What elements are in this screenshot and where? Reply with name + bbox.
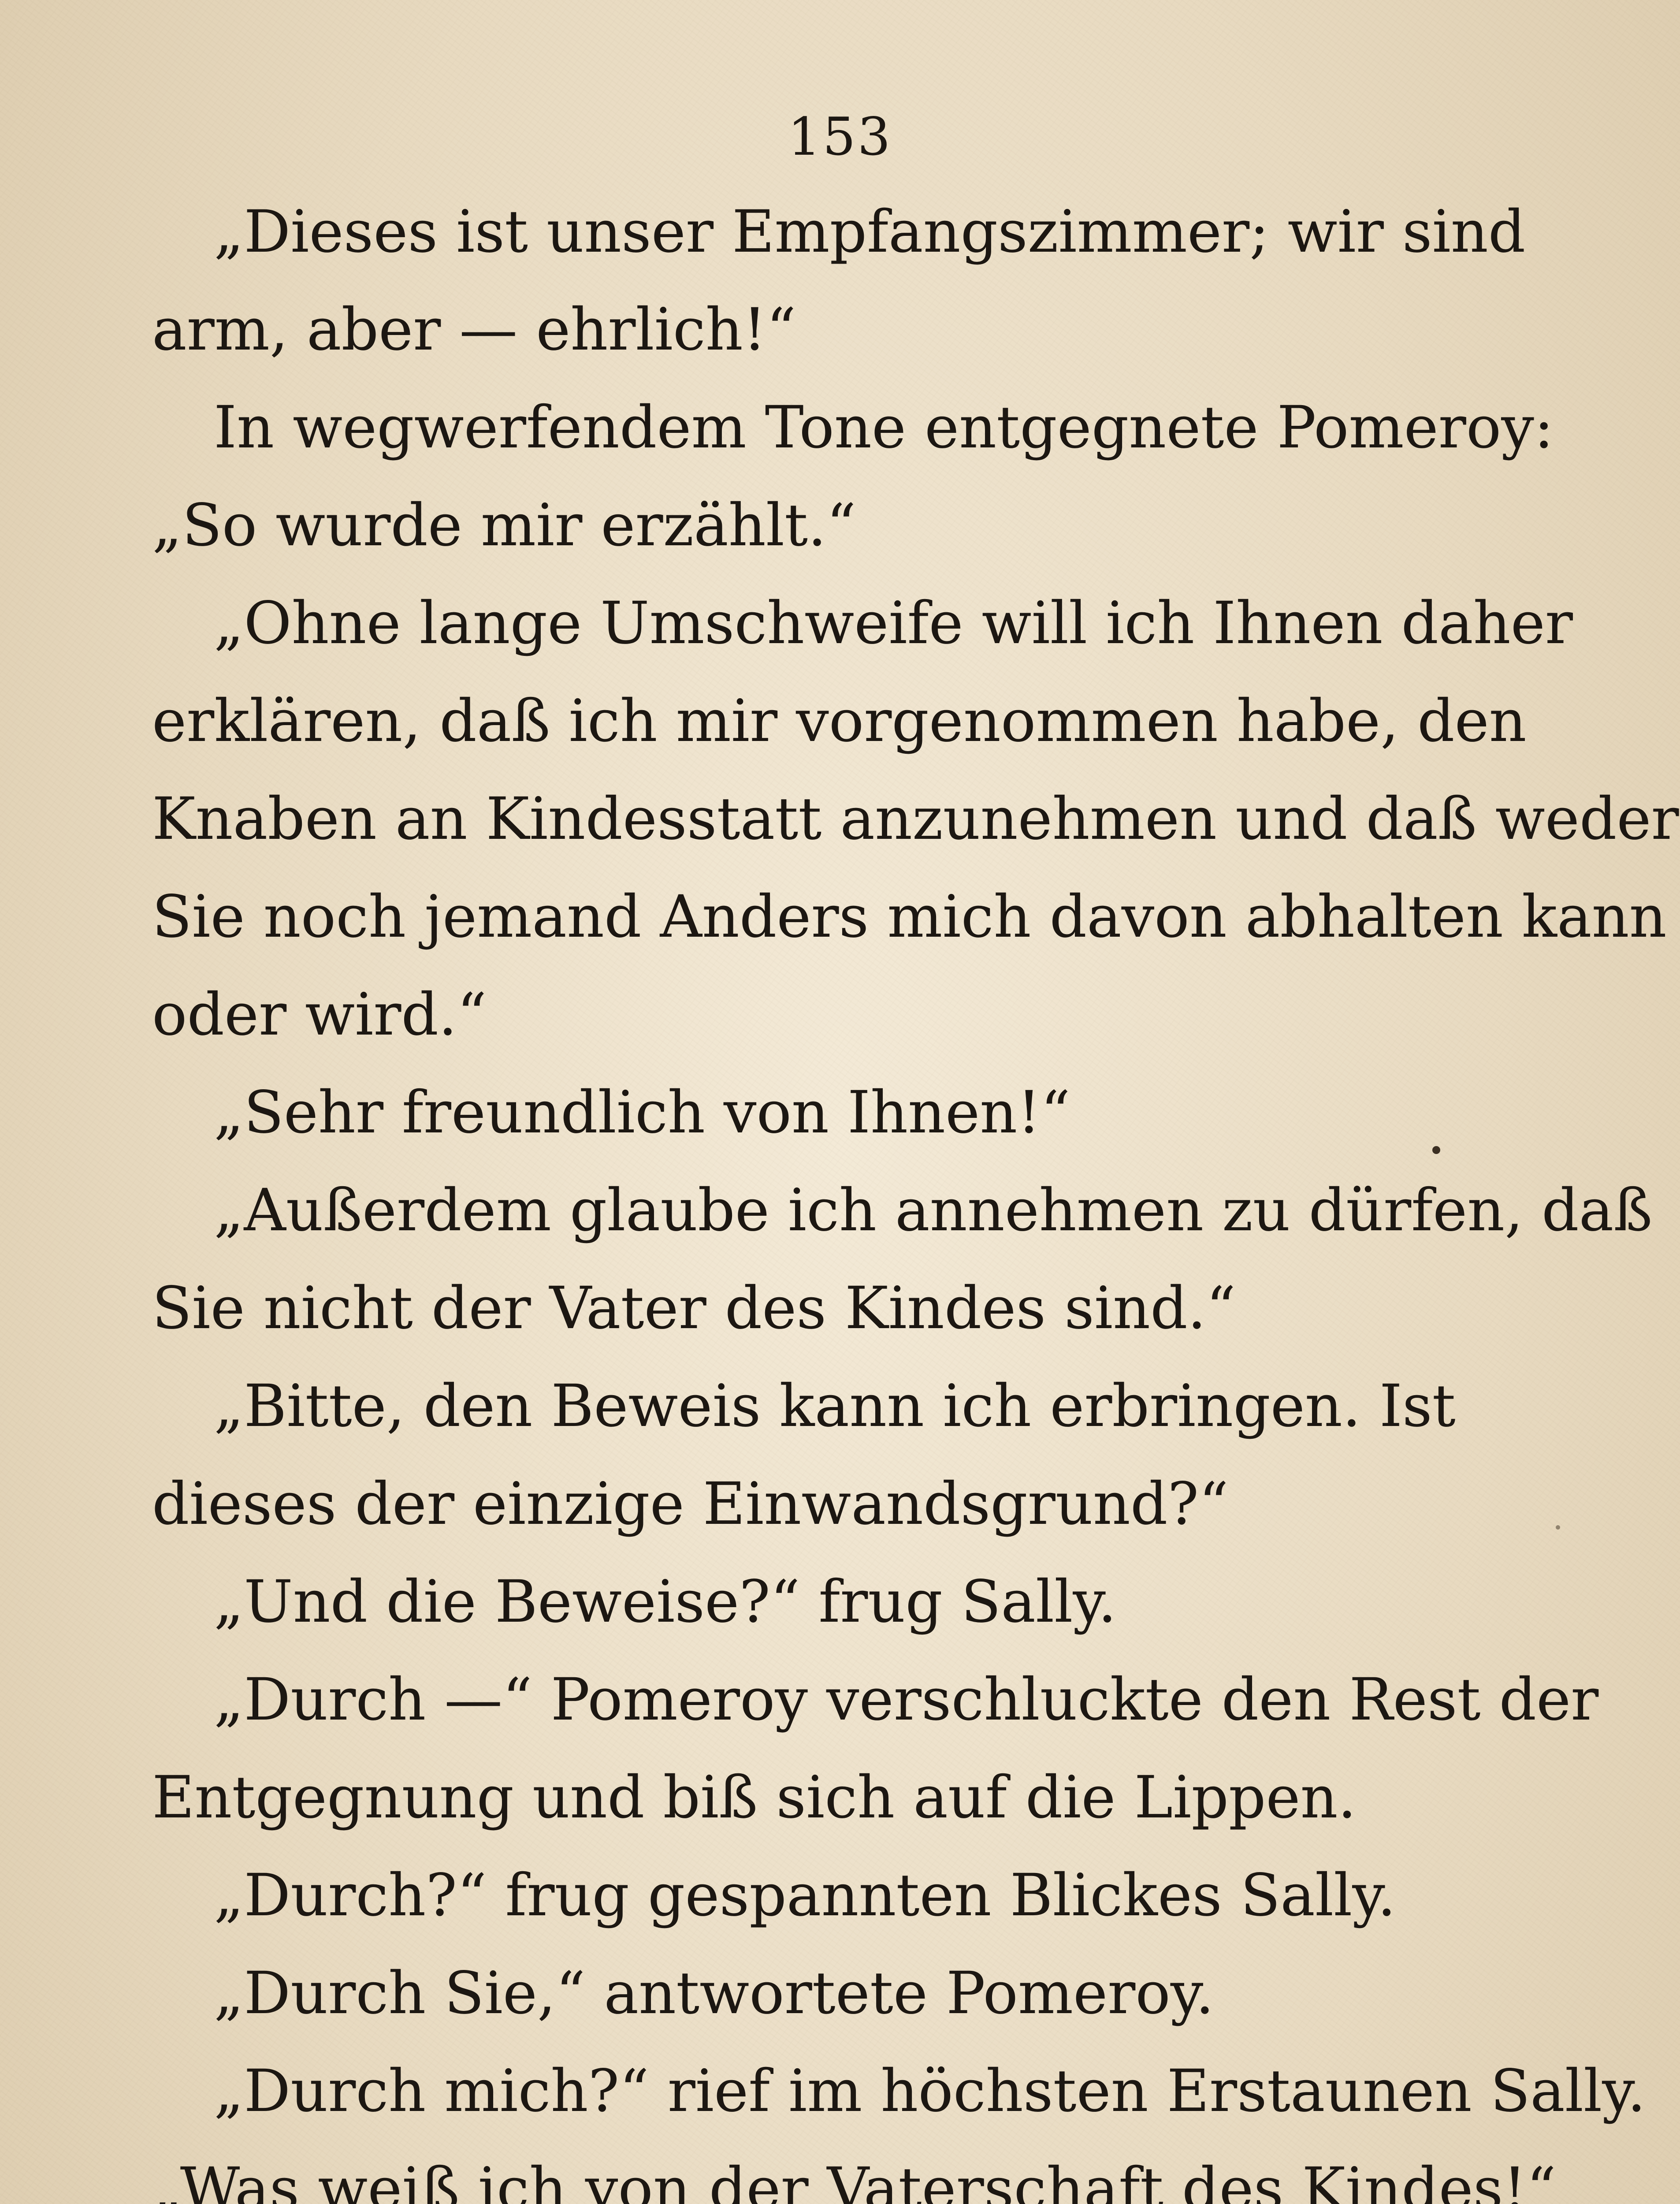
text-line: „Außerdem glaube ich annehmen zu dürfen, daß [152,1162,1435,1259]
text-line: „Durch —“ Pomeroy verschluckte den Rest der [152,1651,1435,1749]
text-line: „Ohne lange Umschweife will ich Ihnen daher [152,574,1435,672]
page-number: 153 [0,106,1680,168]
text-line: „Durch?“ frug gespannten Blickes Sally. [152,1847,1435,1944]
text-line: „Durch mich?“ rief im höchsten Erstaunen Sally. [152,2042,1435,2140]
text-line: dieses der einzige Einwandsgrund?“ [152,1455,1435,1553]
text-line: arm, aber — ehrlich!“ [152,281,1435,379]
text-line: „So wurde mir erzählt.“ [152,477,1435,574]
text-line: „Sehr freundlich von Ihnen!“ [152,1064,1435,1162]
text-line: Sie nicht der Vater des Kindes sind.“ [152,1259,1435,1357]
text-line: „Dieses ist unser Empfangszimmer; wir sind [152,183,1435,281]
text-line: „Was weiß ich von der Vaterschaft des Kindes!“ [152,2140,1435,2204]
text-line: „Bitte, den Beweis kann ich erbringen. Ist [152,1357,1435,1455]
text-line: erklären, daß ich mir vorgenommen habe, den [152,672,1435,770]
text-line: Knaben an Kindesstatt anzunehmen und daß weder [152,770,1435,868]
text-line: oder wird.“ [152,966,1435,1064]
text-line: In wegwerfendem Tone entgegnete Pomeroy: [152,379,1435,477]
text-line: Entgegnung und biß sich auf die Lippen. [152,1749,1435,1847]
text-line: „Durch Sie,“ antwortete Pomeroy. [152,1944,1435,2042]
text-line: Sie noch jemand Anders mich davon abhalten kann [152,868,1435,966]
text-line: „Und die Beweise?“ frug Sally. [152,1553,1435,1651]
